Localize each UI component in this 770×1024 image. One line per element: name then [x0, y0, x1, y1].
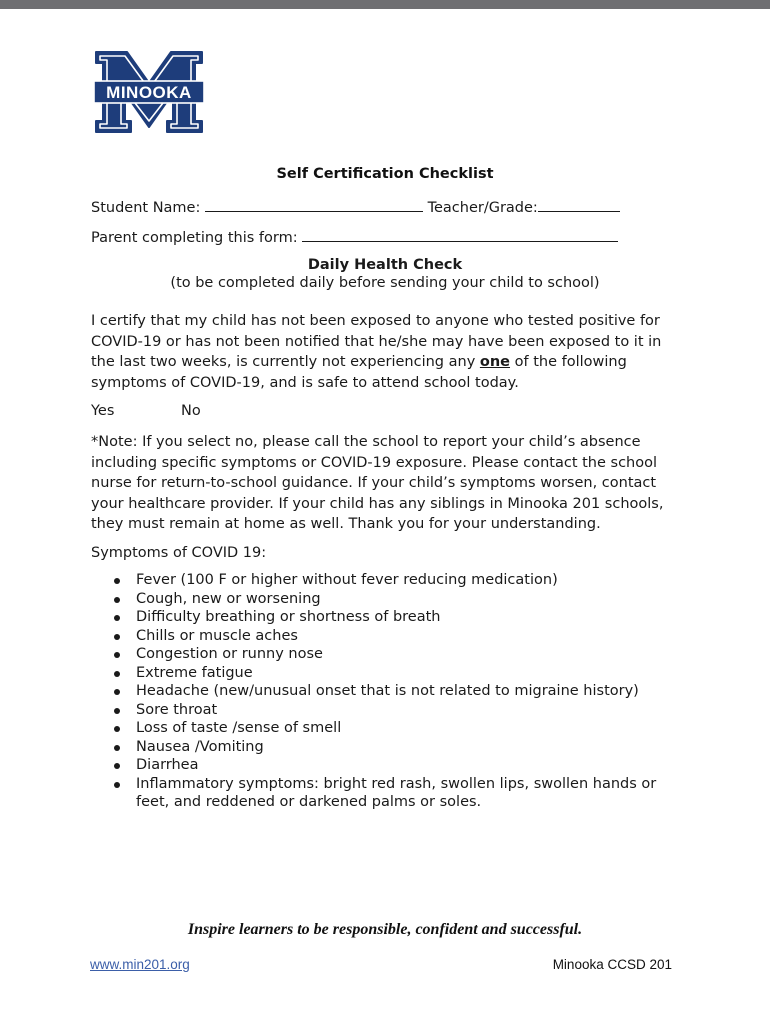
list-item: Loss of taste /sense of smell	[112, 719, 672, 738]
yes-option[interactable]: Yes	[91, 403, 115, 419]
teacher-grade-field[interactable]	[538, 197, 620, 212]
list-item: Difficulty breathing or shortness of breath	[112, 608, 672, 627]
top-bar	[0, 0, 770, 9]
list-item: Congestion or runny nose	[112, 645, 672, 664]
symptoms-heading: Symptoms of COVID 19:	[91, 545, 267, 561]
student-name-field[interactable]	[205, 197, 423, 212]
certify-text-before: I certify that my child has not been exposed to anyone who tested positive for COVID-19 or has not been notified that he/she may have been exposed to it in the last two weeks, is currently not experiencing any	[91, 313, 662, 370]
list-item: Cough, new or worsening	[112, 590, 672, 609]
district-name: Minooka CCSD 201	[552, 957, 672, 972]
certify-emphasis: one	[479, 354, 511, 370]
list-item: Sore throat	[112, 701, 672, 720]
page-title: Self Certification Checklist	[276, 166, 494, 182]
student-name-label: Student Name:	[91, 200, 201, 216]
symptoms-list	[112, 571, 672, 812]
list-item: Diarrhea	[112, 756, 672, 775]
parent-row	[91, 227, 618, 246]
no-option[interactable]: No	[181, 403, 201, 419]
list-item: Fever (100 F or higher without fever reducing medication)	[112, 571, 672, 590]
list-item: Nausea /Vomiting	[112, 738, 672, 757]
certify-text-after: of the following symptoms of COVID-19, and is safe to attend school today.	[91, 354, 627, 391]
website-link[interactable]: www.min201.org	[90, 957, 190, 972]
list-item: Extreme fatigue	[112, 664, 672, 683]
certification-paragraph	[91, 311, 681, 393]
teacher-grade-label: Teacher/Grade:	[427, 200, 538, 216]
list-item: Chills or muscle aches	[112, 627, 672, 646]
parent-field[interactable]	[302, 227, 618, 242]
note-paragraph: *Note: If you select no, please call the school to report your child’s absence including specific symptoms or COVID-19 exposure. Please contact the school nurse for return-to-school guidance. If your child’s symptoms worsen, contact your healthcare provider. If your child has any siblings in Minooka 201 schools, they must remain at home as well. Thank you for your understanding.	[91, 434, 664, 532]
list-item: Headache (new/unusual onset that is not related to migraine history)	[112, 682, 672, 701]
logo-text: MINOOKA	[106, 83, 192, 102]
minooka-logo	[93, 49, 205, 135]
parent-label: Parent completing this form:	[91, 230, 298, 246]
daily-health-check-note: (to be completed daily before sending your child to school)	[170, 275, 600, 291]
daily-health-check-heading: Daily Health Check	[307, 257, 463, 273]
list-item: Inflammatory symptoms: bright red rash, swollen lips, swollen hands or feet, and reddened or darkened palms or soles.	[112, 775, 672, 812]
motto: Inspire learners to be responsible, confident and successful.	[187, 921, 583, 938]
student-name-row	[91, 197, 620, 216]
